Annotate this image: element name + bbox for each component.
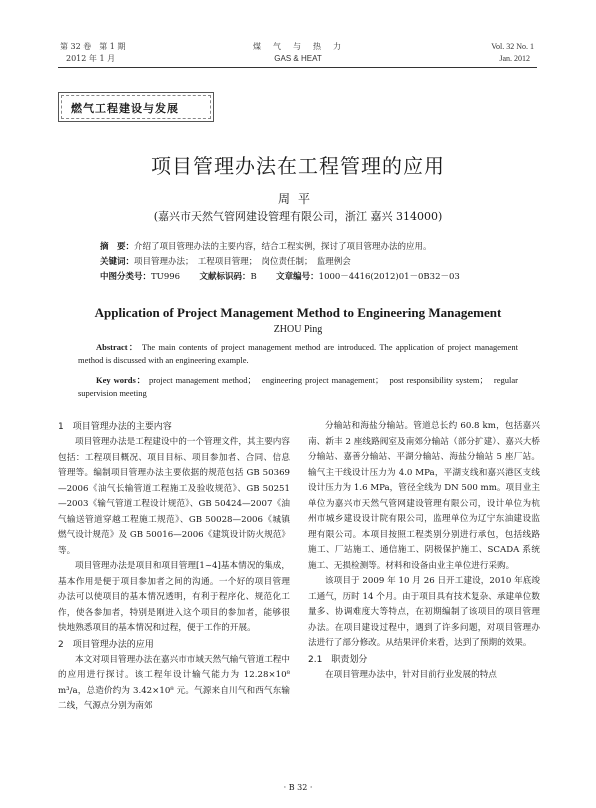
keywords-cn-text: 项目管理办法； 工程项目管理； 岗位责任制； 监理例会 (134, 257, 351, 267)
keywords-en-text: project management method； engineering project management； post responsibility system； regular supervision meeting (78, 375, 519, 398)
abstract-cn (100, 241, 520, 254)
abstract-cn-text: 介绍了项目管理办法的主要内容，结合工程实例，探讨了项目管理办法的应用。 (134, 242, 432, 252)
paragraph: 本文对项目管理办法在嘉兴市市域天然气输气管道工程中的应用进行探讨。该工程年设计输气能力为 12.28×10⁸ m³/a，总造价约为 3.42×10⁸ 元。气源来自川气和西气东输二线，气源点分别为南郊 (58, 654, 290, 711)
doc-code-label: 文献标识码： (199, 272, 251, 282)
author-cn: 周平 (277, 192, 318, 206)
clc-label: 中图分类号： (100, 272, 152, 282)
header-volume-en: Vol. 32 No. 1 (491, 42, 534, 51)
header-rule (58, 67, 537, 68)
abstract-en-text: The main contents of project management method are introduced. The application of project management method is discussed with an engineering example. (78, 342, 518, 365)
keywords-cn (100, 256, 520, 269)
body-column-right (308, 419, 540, 683)
header-date-cn: 2012 年 1 月 (66, 54, 116, 63)
section-label: 燃气工程建设与发展 (71, 102, 179, 115)
author-en: ZHOU Ping (273, 324, 323, 335)
abstract-cn-label: 摘 要： (100, 242, 135, 252)
page-number: · B 32 · (283, 783, 313, 792)
body-column-left (58, 419, 290, 715)
abstract-en-label: Abstract： (96, 342, 139, 352)
article-number-label: 文章编号： (276, 272, 319, 282)
title-en: Application of Project Management Method to Engineering Management (94, 305, 502, 320)
title-cn: 项目管理办法在工程管理的应用 (151, 154, 445, 178)
affiliation-cn: (嘉兴市天然气管网建设管理有限公司，浙江 嘉兴 314000) (153, 210, 443, 223)
classification-line (100, 271, 520, 284)
paragraph: 在项目管理办法中，针对目前行业发展的特点 (325, 669, 497, 680)
header-date-en: Jan. 2012 (499, 54, 530, 63)
abstract-en (78, 341, 518, 367)
subsection-heading-2-1: 2.1 职责划分 (308, 654, 368, 665)
article-number-value: 1000－4416(2012)01－0B32－03 (318, 272, 460, 282)
section-heading-2: 2 项目管理办法的应用 (58, 639, 154, 650)
keywords-cn-label: 关键词： (100, 257, 135, 267)
keywords-en (78, 374, 518, 400)
section-label-box (58, 92, 214, 122)
header-journal-en: GAS & HEAT (274, 54, 322, 63)
header-journal-cn: 煤 气 与 热 力 (253, 42, 343, 51)
paragraph: 项目管理办法是工程建设中的一个管理文件，其主要内容包括：工程项目概况、项目目标、项目参加者、合同、信息管理等。编制项目管理办法主要依据的规范包括 GB 50369—2006《油气长输管道工程施工及验收规范》、GB 50251—2003《输气管道工程设计规范》、GB 50424—2007《油气输送管道穿越工程施工规范》、GB 50028—2006《城镇燃气设计规范》及 GB 50016—2006《建筑设计防火规范》等。 (58, 437, 290, 556)
header-volume-cn: 第 32 卷 第 1 期 (60, 42, 126, 51)
paragraph: 该项目于 2009 年 10 月 26 日开工建设，2010 年底竣工通气，历时 14 个月。由于项目具有技术复杂、承建单位数量多、协调难度大等特点，在初期编制了该项目的项目管理办法。在项目建设过程中，遇到了许多问题，对项目管理办法进行了部分修改。从结果评价来看，达到了预期的效果。 (308, 576, 540, 648)
keywords-en-label: Key words： (96, 375, 147, 385)
paragraph: 项目管理办法是项目和项目管理[1~4]基本情况的集成，基本作用是便于项目参加者之间的沟通。一个好的项目管理办法可以使项目的基本情况透明，有利于程序化、规范化工作，使各参加者，特别是刚进入这个项目的参加者，能够很快地熟悉项目的基本情况和过程，便于工作的开展。 (58, 561, 290, 633)
section-heading-1: 1 项目管理办法的主要内容 (58, 422, 172, 432)
paragraph: 分输站和海盐分输站。管道总长约 60.8 km，包括嘉兴南、新丰 2 座线路阀室及南郊分输站（部分扩建）、嘉兴大桥分输站、嘉善分输站、平湖分输站、海盐分输站 5 座厂站。输气主干线设计压力为 4.0 MPa，平湖支线和嘉兴港区支线设计压力为 1.6 MPa，管径全线为 DN 500 mm。项目业主单位为嘉兴市天然气管网建设管理有限公司，设计单位为杭州市城乡建设设计院有限公司，监理单位为辽宁东油建设监理有限公司。本项目按照工程类别分别进行承包，包括线路施工、厂站施工、通信施工、阴极保护施工、SCADA 系统施工、无损检测等。材料和设备由业主单位进行采购。 (308, 421, 540, 571)
doc-code-value: B (250, 272, 257, 282)
clc-value: TU996 (151, 272, 181, 282)
